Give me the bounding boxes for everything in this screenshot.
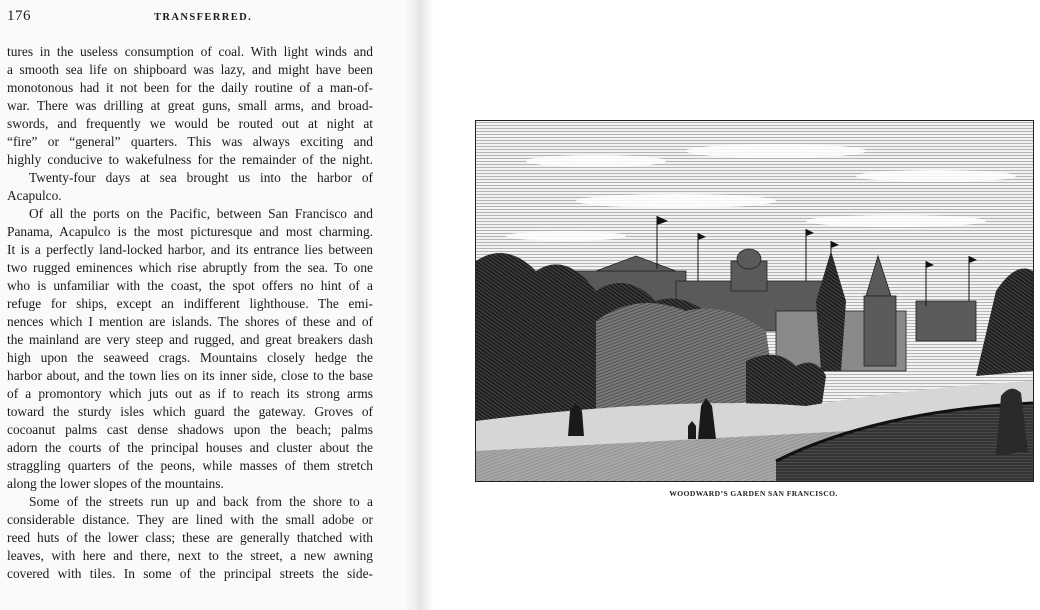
text-line: reed huts of the lower class; these are generally thatched with xyxy=(7,530,373,545)
text-line: straggling quarters of the peons, while masses of them stretch xyxy=(7,458,373,473)
text-line: war. There was drilling at great guns, small arms, and broad- xyxy=(7,98,373,113)
left-page xyxy=(0,0,420,610)
text-line: who is unfamiliar with the coast, the spot offers no hint of a xyxy=(7,278,373,293)
text-line: leaves, with here and there, next to the street, a new awning xyxy=(7,548,373,563)
text-line: nences which I mention are islands. The shores of these and of xyxy=(7,314,373,329)
text-line: monotonous had it not been for the daily routine of a man-of- xyxy=(7,80,373,95)
text-line: refuge for ships, except an indifferent lighthouse. The emi- xyxy=(7,296,373,311)
body-text xyxy=(7,43,373,583)
text-line: the mainland are very steep and rugged, and great breakers dash xyxy=(7,332,373,347)
text-line: two rugged eminences which rise abruptly from the sea. To one xyxy=(7,260,373,275)
text-line: of a promontory which juts out as if to reach its strong arms xyxy=(7,386,373,401)
figure-caption: WOODWARD’S GARDEN SAN FRANCISCO. xyxy=(669,489,838,498)
text-line: harbor about, and the town lies on its inner side, close to the base xyxy=(7,368,373,383)
running-head: TRANSFERRED. xyxy=(154,12,253,23)
text-line: adorn the courts of the principal houses and cluster about the xyxy=(7,440,373,455)
text-line: swords, and frequently we would be routed out at night at xyxy=(7,116,373,131)
text-line: Twenty-four days at sea brought us into the harbor of xyxy=(29,170,373,185)
text-line: Of all the ports on the Pacific, between San Francisco and xyxy=(29,206,373,221)
text-line: “fire” or “general” quarters. This was always exciting and xyxy=(7,134,373,149)
text-line: cocoanut palms cast dense shadows upon the beach; palms xyxy=(7,422,373,437)
text-line: Some of the streets run up and back from the shore to a xyxy=(29,494,373,509)
text-line: Panama, Acapulco is the most picturesque and most charming. xyxy=(7,224,373,239)
text-line: highly conducive to wakefulness for the remainder of the night. xyxy=(7,152,373,167)
text-line: considerable distance. They are lined with the small adobe or xyxy=(7,512,373,527)
text-line: covered with tiles. In some of the principal streets the side- xyxy=(7,566,373,581)
text-line: tures in the useless consumption of coal. With light winds and xyxy=(7,44,373,59)
book-gutter xyxy=(404,0,434,610)
text-line: Acapulco. xyxy=(7,188,62,203)
engraving-illustration xyxy=(475,120,1034,482)
page-number: 176 xyxy=(7,8,31,24)
text-line: toward the sturdy isles which guard the gateway. Groves of xyxy=(7,404,373,419)
text-line: It is a perfectly land-locked harbor, and its entrance lies between xyxy=(7,242,373,257)
text-line: high upon the seaweed crags. Mountains closely hedge the xyxy=(7,350,373,365)
text-line: a smooth sea life on shipboard was lazy, and might have been xyxy=(7,62,373,77)
text-line: along the lower slopes of the mountains. xyxy=(7,476,224,491)
